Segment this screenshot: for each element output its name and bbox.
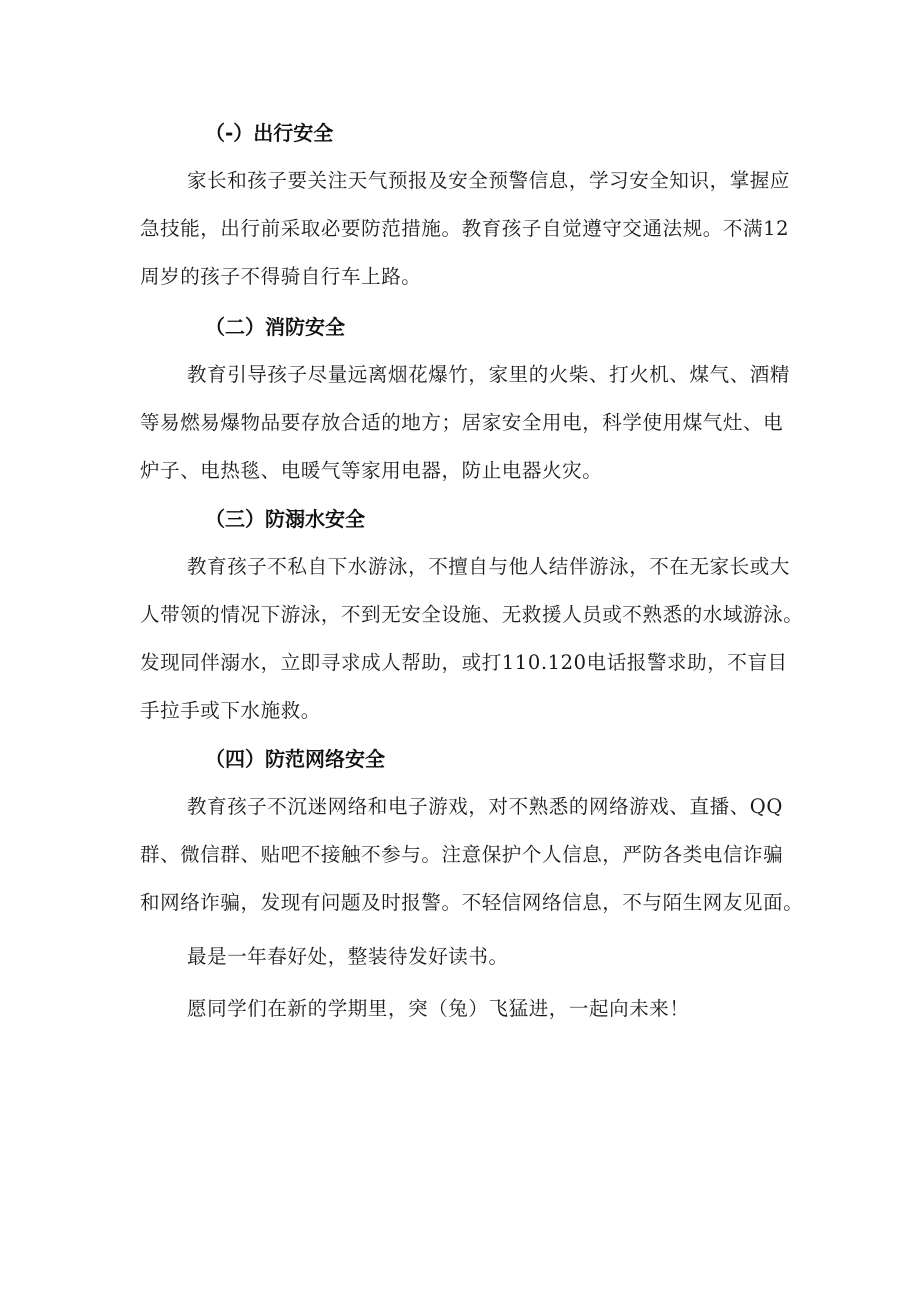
closing-line-1: 最是一年春好处，整装待发好读书。 (187, 945, 509, 968)
section-3-line-3: 发现同伴溺水，立即寻求成人帮助，或打110.120电话报警求助，不盲目 (140, 651, 788, 674)
section-1-line-1: 家长和孩子要关注天气预报及安全预警信息，学习安全知识，掌握应 (187, 169, 791, 192)
section-1-line-2: 急技能，出行前采取必要防范措施。教育孩子自觉遵守交通法规。不满12 (140, 217, 790, 240)
section-3-line-2: 人带领的情况下游泳，不到无安全设施、无救援人员或不熟悉的水域游泳。 (140, 603, 804, 626)
section-3-line-4: 手拉手或下水施救。 (140, 699, 321, 722)
section-4-line-2: 群、微信群、贴吧不接触不参与。注意保护个人信息，严防各类电信诈骗 (140, 843, 784, 866)
section-1-line-3: 周岁的孩子不得骑自行车上路。 (140, 265, 422, 288)
section-4-line-3: 和网络诈骗，发现有问题及时报警。不轻信网络信息，不与陌生网友见面。 (140, 891, 804, 914)
section-4-line-1: 教育孩子不沉迷网络和电子游戏，对不熟悉的网络游戏、直播、QQ (187, 795, 783, 818)
section-2-heading: （二）消防安全 (205, 315, 345, 339)
section-1-heading: （-）出行安全 (205, 121, 334, 145)
section-3-heading: （三）防溺水安全 (205, 507, 365, 531)
section-4-heading: （四）防范网络安全 (205, 747, 385, 771)
section-2-line-3: 炉子、电热毯、电暖气等家用电器，防止电器火灾。 (140, 459, 603, 482)
closing-line-2: 愿同学们在新的学期里，突（兔）飞猛进，一起向未来！ (187, 997, 690, 1020)
section-3-line-1: 教育孩子不私自下水游泳，不擅自与他人结伴游泳，不在无家长或大 (187, 555, 791, 578)
section-2-line-2: 等易燃易爆物品要存放合适的地方；居家安全用电，科学使用煤气灶、电 (140, 411, 784, 434)
section-2-line-1: 教育引导孩子尽量远离烟花爆竹，家里的火柴、打火机、煤气、酒精 (187, 363, 791, 386)
